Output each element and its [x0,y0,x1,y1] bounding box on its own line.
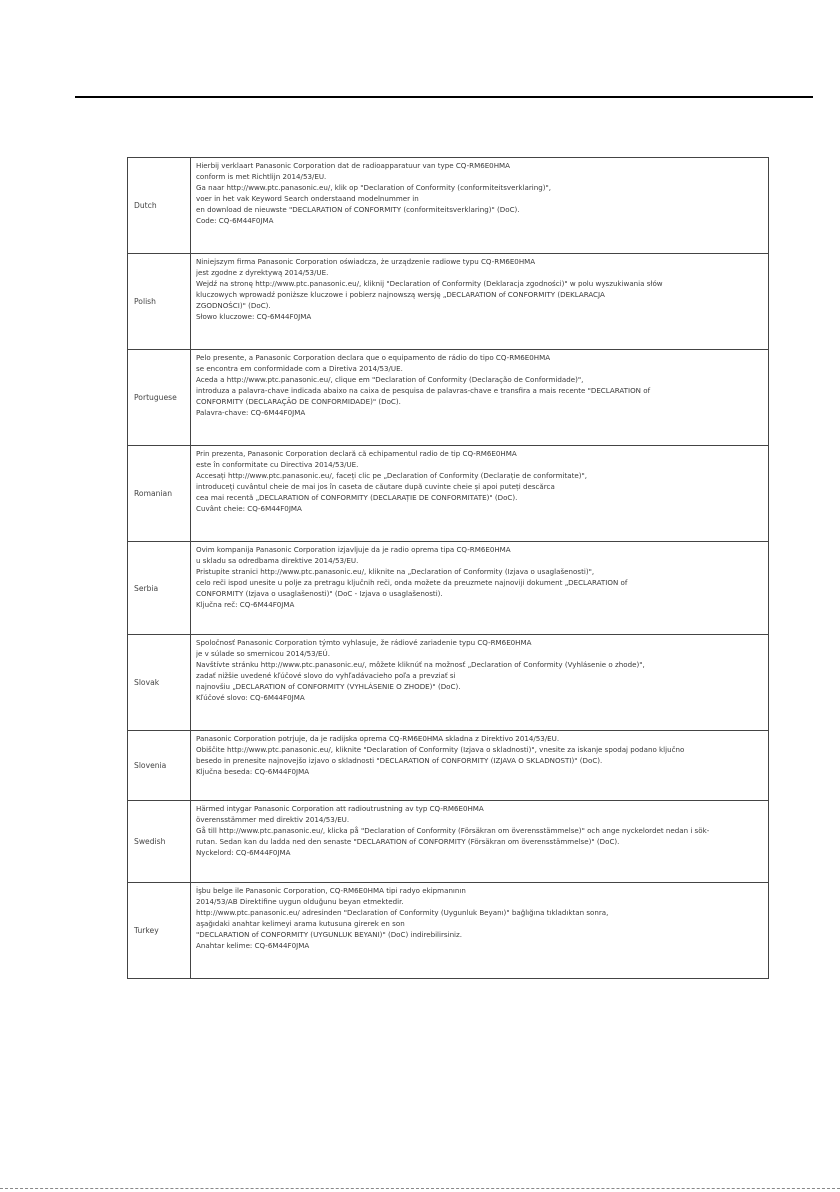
declaration-line: Hierbij verklaart Panasonic Corporation dat de radioapparatuur van type CQ-RM6E0HMA [196,161,511,170]
declaration-line: se encontra em conformidade com a Diretiva 2014/53/UE. [196,364,403,374]
declaration-line: celo reči ispod unesite u polje za pretragu ključnih reči, onda možete da preuzmete najnoviji dokument „DECLARATION of [196,578,628,588]
declaration-line: Code: CQ-6M44F0JMA [196,216,274,226]
language-label: Slovenia [128,731,191,801]
declaration-line: CONFORMITY (Izjava o usaglašenosti)" (DoC - Izjava o usaglašenosti). [196,589,443,599]
declaration-line: Pristupite stranici http://www.ptc.panasonic.eu/, kliknite na „Declaration of Conformity (Izjava o usaglašenosti)", [196,567,595,577]
language-label: Dutch [128,158,191,254]
declaration-text [191,446,769,542]
declaration-line: rutan. Sedan kan du ladda ned den senaste "DECLARATION of CONFORMITY (Försäkran om överensstämmelse)" (DoC). [196,837,620,847]
language-label: Romanian [128,446,191,542]
declaration-line: Ključna reč: CQ-6M44F0JMA [196,600,295,610]
declaration-line: Palavra-chave: CQ-6M44F0JMA [196,408,306,418]
table-row [128,731,769,801]
declaration-line: Accesați http://www.ptc.panasonic.eu/, faceți clic pe „Declaration of Conformity (Declarație de conformitate)", [196,471,588,481]
declaration-line: najnovšiu „DECLARATION of CONFORMITY (VYHLÁSENIE O ZHODE)" (DoC). [196,682,461,692]
declaration-line: cea mai recentă „DECLARATION of CONFORMITY (DECLARAȚIE DE CONFORMITATE)" (DoC). [196,493,518,503]
table-row [128,446,769,542]
declaration-line: je v súlade so smernicou 2014/53/EÚ. [196,649,330,659]
table-row [128,801,769,883]
footer-rule [0,1188,840,1189]
declaration-line: Ovim kompanija Panasonic Corporation izjavljuje da je radio oprema tipa CQ-RM6E0HMA [196,545,511,554]
declaration-line: Obiščite http://www.ptc.panasonic.eu/, kliknite "Declaration of Conformity (Izjava o skladnosti)", vnesite za iskanje spodaj podano ključno [196,745,685,755]
declaration-line: ZGODNOŚCI)" (DoC). [196,301,271,311]
declaration-line: İşbu belge ile Panasonic Corporation, CQ-RM6E0HMA tipi radyo ekipmanının [196,886,466,895]
table-row [128,158,769,254]
declaration-line: aşağıdaki anahtar kelimeyi arama kutusuna girerek en son [196,919,405,929]
language-label: Portuguese [128,350,191,446]
declaration-line: Ključna beseda: CQ-6M44F0JMA [196,767,310,777]
declaration-line: Aceda a http://www.ptc.panasonic.eu/, clique em "Declaration of Conformity (Declaração de Conformidade)", [196,375,584,385]
declaration-line: u skladu sa odredbama direktive 2014/53/EU. [196,556,359,566]
declaration-text [191,350,769,446]
declaration-line: http://www.ptc.panasonic.eu/ adresinden "Declaration of Conformity (Uygunluk Beyanı)" bağlığına tıkladıktan sonra, [196,908,609,918]
language-label: Serbia [128,542,191,635]
declaration-text [191,801,769,883]
declaration-line: Wejdź na stronę http://www.ptc.panasonic.eu/, kliknij "Declaration of Conformity (Deklaracja zgodności)" w polu wyszukiwania słów [196,279,663,289]
declaration-line: este în conformitate cu Directiva 2014/53/UE. [196,460,359,470]
declaration-text [191,731,769,801]
language-label: Slovak [128,635,191,731]
table-row [128,542,769,635]
declaration-line: Cuvânt cheie: CQ-6M44F0JMA [196,504,302,514]
declaration-line: Spoločnosť Panasonic Corporation týmto vyhlasuje, že rádiové zariadenie typu CQ-RM6E0HMA [196,638,532,647]
table-row [128,350,769,446]
language-label: Swedish [128,801,191,883]
declaration-line: Härmed intygar Panasonic Corporation att radioutrustning av typ CQ-RM6E0HMA [196,804,484,813]
header-rule [75,96,813,98]
declaration-table [127,157,769,979]
declaration-line: introduceți cuvântul cheie de mai jos în caseta de căutare după cuvinte cheie și apoi puteți descărca [196,482,555,492]
declaration-line: Kľúčové slovo: CQ-6M44F0JMA [196,693,305,703]
declaration-line: Niniejszym firma Panasonic Corporation oświadcza, że urządzenie radiowe typu CQ-RM6E0HMA [196,257,536,266]
declaration-text [191,883,769,979]
declaration-text [191,542,769,635]
declaration-line: zadať nižšie uvedené kľúčové slovo do vyhľadávacieho poľa a prevziať si [196,671,456,681]
declaration-line: Słowo kluczowe: CQ-6M44F0JMA [196,312,312,322]
declaration-text [191,635,769,731]
declaration-line: Panasonic Corporation potrjuje, da je radijska oprema CQ-RM6E0HMA skladna z Direktivo 2014/53/EU. [196,734,560,743]
declaration-line: en download de nieuwste "DECLARATION of CONFORMITY (conformiteitsverklaring)" (DoC). [196,205,520,215]
language-label: Turkey [128,883,191,979]
declaration-line: överensstämmer med direktiv 2014/53/EU. [196,815,350,825]
declaration-line: besedo in prenesite najnovejšo izjavo o skladnosti "DECLARATION of CONFORMITY (IZJAVA O SKLADNOSTI)" (DoC). [196,756,603,766]
declaration-line: Pelo presente, a Panasonic Corporation declara que o equipamento de rádio do tipo CQ-RM6E0HMA [196,353,551,362]
declaration-line: "DECLARATION of CONFORMITY (UYGUNLUK BEYANI)" (DoC) indirebilirsiniz. [196,930,463,940]
declaration-line: jest zgodne z dyrektywą 2014/53/UE. [196,268,329,278]
declaration-line: conform is met Richtlijn 2014/53/EU. [196,172,327,182]
table-row [128,254,769,350]
declaration-line: CONFORMITY (DECLARAÇÃO DE CONFORMIDADE)" (DoC). [196,397,401,407]
table-row [128,883,769,979]
declaration-line: Ga naar http://www.ptc.panasonic.eu/, klik op "Declaration of Conformity (conformiteitsverklaring)", [196,183,551,193]
declaration-line: kluczowych wprowadź poniższe kluczowe i pobierz najnowszą wersję „DECLARATION of CONFORMITY (DEKLARACJA [196,290,605,300]
declaration-text [191,158,769,254]
table-row [128,635,769,731]
language-label: Polish [128,254,191,350]
declaration-line: introduza a palavra-chave indicada abaixo na caixa de pesquisa de palavras-chave e transfira a mais recente "DECLARATION of [196,386,651,396]
declaration-line: Anahtar kelime: CQ-6M44F0JMA [196,941,310,951]
declaration-line: Gå till http://www.ptc.panasonic.eu/, klicka på "Declaration of Conformity (Försäkran om överensstämmelse)" och ange nyckelordet nedan i sök- [196,826,710,836]
declaration-line: Navštívte stránku http://www.ptc.panasonic.eu/, môžete kliknúť na možnosť „Declaration of Conformity (Vyhlásenie o zhode)", [196,660,645,670]
declaration-line: Prin prezenta, Panasonic Corporation declară că echipamentul radio de tip CQ-RM6E0HMA [196,449,517,458]
declaration-line: voer in het vak Keyword Search onderstaand modelnummer in [196,194,419,204]
declaration-line: Nyckelord: CQ-6M44F0JMA [196,848,291,858]
declaration-line: 2014/53/AB Direktifine uygun olduğunu beyan etmektedir. [196,897,404,907]
declaration-text [191,254,769,350]
